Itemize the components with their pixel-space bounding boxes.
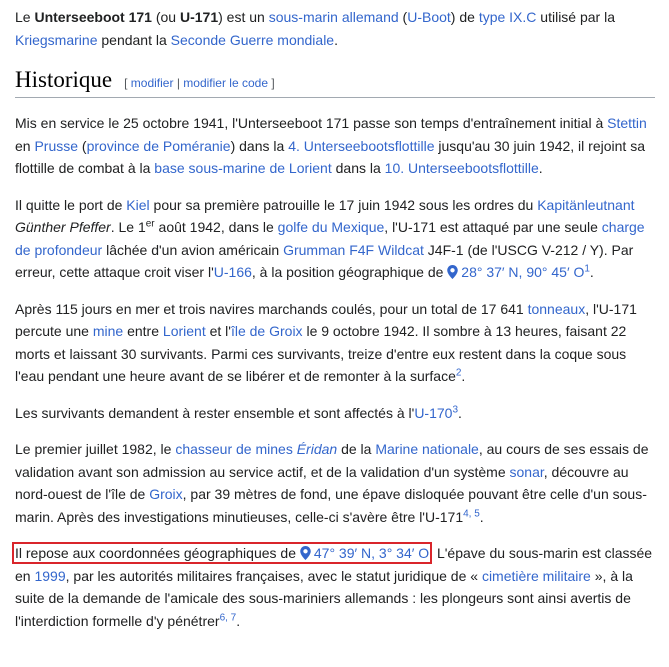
text: J4F-1 (de l'USCG V-212 / Y). Par erreur, cette attaque croit viser l'	[15, 241, 634, 280]
text: , découvre au nord-ouest de l'île de	[15, 463, 629, 502]
coordinates-link-1[interactable]	[447, 264, 584, 280]
text: (	[398, 9, 408, 25]
section-title: Historique	[15, 67, 113, 92]
highlighted-coordinates-sentence	[15, 545, 429, 561]
link-kriegsmarine[interactable]: Kriegsmarine	[15, 31, 98, 48]
text: pendant la	[97, 31, 171, 48]
text: jusqu'au 30 juin 1942, il rejoint sa flottille de combat à la	[15, 137, 645, 176]
text: le 9 octobre 1942. Il sombre à 13 heures, faisant 22 morts et laissant 30 survivants. Parmi ces survivants, treize d'entre eux restent dans la coque sous l'eau pendant une heure avant de se libérer et de remonter à la surface	[15, 323, 627, 384]
paragraph-5	[15, 438, 655, 528]
text: ) de	[450, 9, 479, 25]
link-tonneaux[interactable]: tonneaux	[527, 300, 586, 317]
italic-name: Günther Pfeffer	[15, 219, 111, 235]
reference-link[interactable]: 1	[584, 263, 590, 275]
italic-ship-name: Éridan	[296, 441, 338, 457]
text: .	[479, 508, 484, 525]
text: , l'U-171 percute une	[15, 300, 637, 339]
link-eridan[interactable]	[297, 441, 337, 457]
text: ) dans la	[230, 137, 289, 154]
text: Mis en service le 25 octobre 1941, l'Unterseeboot 171 passe son temps d'entraînement initial à	[15, 115, 608, 131]
text: dans la	[331, 160, 385, 176]
link-base-sous-marine-lorient[interactable]: base sous-marine de Lorient	[154, 160, 332, 176]
link-sonar[interactable]: sonar	[509, 463, 544, 480]
text: », à la suite de la demande de l'amicale des sous-mariniers allemands : les plongeurs sont ainsi avertis de l'interdiction formelle d'y pénétrer	[15, 567, 633, 629]
link-kiel[interactable]: Kiel	[126, 196, 150, 213]
bracket: ]	[271, 76, 275, 90]
text: .	[589, 264, 594, 280]
text: entre	[123, 323, 163, 339]
text: en	[15, 137, 35, 154]
link-type-ix-c[interactable]: type IX.C	[478, 9, 537, 25]
coordinates-text: 28° 37′ N, 90° 45′ O	[461, 264, 585, 280]
link-grumman-f4f-wildcat[interactable]: Grumman F4F Wildcat	[283, 241, 424, 258]
text: Le	[15, 9, 35, 25]
paragraph-3	[15, 298, 655, 388]
paragraph-6	[15, 542, 655, 632]
bracket: [	[124, 76, 128, 90]
text: pour sa première patrouille le 17 juin 1942 sous les ordres du	[149, 196, 538, 213]
ordinal-superscript: er	[145, 218, 155, 230]
edit-code-link[interactable]: modifier le code	[183, 76, 268, 90]
text: (	[78, 137, 87, 154]
intro-paragraph	[15, 6, 655, 51]
text: , l'U-171 est attaqué par une seule	[384, 219, 602, 235]
separator: |	[173, 76, 184, 90]
text: Après 115 jours en mer et trois navires marchands coulés, pour un total de 17 641	[15, 300, 528, 317]
text: Le premier juillet 1982, le	[15, 441, 176, 457]
edit-section-links	[124, 76, 275, 90]
section-heading	[15, 67, 655, 98]
text: lâchée d'un avion américain	[102, 241, 284, 258]
text: de la	[337, 441, 376, 457]
text: , par les autorités militaires françaises, avec le statut juridique de «	[65, 567, 482, 584]
link-10-unterseebootsflottille[interactable]: 10. Unterseebootsflottille	[384, 160, 539, 176]
text: , à la position géographique de	[251, 264, 448, 280]
link-4-unterseebootsflottille[interactable]: 4. Unterseebootsflottille	[288, 137, 435, 154]
text: .	[334, 31, 338, 48]
link-golfe-du-mexique[interactable]: golfe du Mexique	[277, 219, 385, 235]
coordinates-text: 47° 39′ N, 3° 34′ O	[313, 545, 430, 561]
link-seconde-guerre-mondiale[interactable]: Seconde Guerre mondiale	[170, 31, 335, 48]
link-groix[interactable]: Groix	[149, 486, 183, 502]
text: .	[538, 160, 543, 176]
link-ile-de-groix[interactable]: île de Groix	[230, 323, 303, 339]
reference-link[interactable]: 4, 5	[463, 507, 480, 519]
reference-link[interactable]: 6, 7	[219, 611, 237, 623]
paragraph-4	[15, 402, 655, 425]
link-province-de-pomeranie[interactable]: province de Poméranie	[86, 137, 231, 154]
text: .	[236, 612, 241, 629]
link-mine[interactable]: mine	[92, 323, 124, 339]
link-u-boot[interactable]: U-Boot	[407, 9, 451, 25]
text: , par 39 mètres de fond, une épave disloquée pouvant être celle d'un sous-marin. Après des investigations minutieuses, celle-ci s'avère être l'U-171	[15, 486, 647, 525]
text: , au cours de ses essais de validation avant son admission au service actif, et de la validation d'un système	[15, 441, 649, 480]
text: utilisé par la	[536, 9, 615, 25]
text: .	[458, 404, 462, 421]
link-1999[interactable]: 1999	[34, 567, 66, 584]
link-u-170[interactable]: U-170	[414, 404, 453, 421]
map-pin-icon	[300, 546, 311, 560]
text: août 1942, dans le	[154, 219, 278, 235]
reference-link[interactable]: 2	[455, 367, 462, 379]
paragraph-2	[15, 194, 655, 284]
text: et l'	[205, 323, 231, 339]
link-u-166[interactable]: U-166	[213, 264, 252, 280]
text: (ou	[151, 9, 180, 25]
reference-link[interactable]: 3	[452, 403, 459, 415]
link-marine-nationale[interactable]: Marine nationale	[375, 441, 479, 457]
coordinates-link-2[interactable]	[300, 545, 429, 561]
text: Il repose aux coordonnées géographiques de	[15, 545, 300, 561]
text: Il quitte le port de	[15, 196, 127, 213]
map-pin-icon	[447, 265, 458, 279]
edit-link[interactable]: modifier	[130, 76, 174, 90]
link-charge-de-profondeur[interactable]: charge de profondeur	[15, 219, 645, 258]
link-sous-marin-allemand[interactable]: sous-marin allemand	[268, 9, 399, 25]
paragraph-1	[15, 112, 655, 180]
link-cimetiere-militaire[interactable]: cimetière militaire	[481, 567, 591, 584]
link-prusse[interactable]: Prusse	[34, 137, 79, 154]
text: . Le 1	[110, 219, 146, 235]
text: . L'épave du sous-marin est classée en	[15, 545, 653, 584]
text: Les survivants demandent à rester ensemble et sont affectés à l'	[15, 404, 415, 421]
bold-term: Unterseeboot 171	[34, 9, 152, 25]
link-lorient[interactable]: Lorient	[162, 323, 206, 339]
bold-term: U-171	[179, 9, 219, 25]
text: ) est un	[218, 9, 269, 25]
text: .	[461, 368, 466, 384]
link-kapitanleutnant[interactable]: Kapitänleutnant	[537, 196, 635, 213]
link-chasseur-de-mines[interactable]: chasseur de mines	[175, 441, 293, 457]
link-stettin[interactable]: Stettin	[607, 115, 647, 131]
